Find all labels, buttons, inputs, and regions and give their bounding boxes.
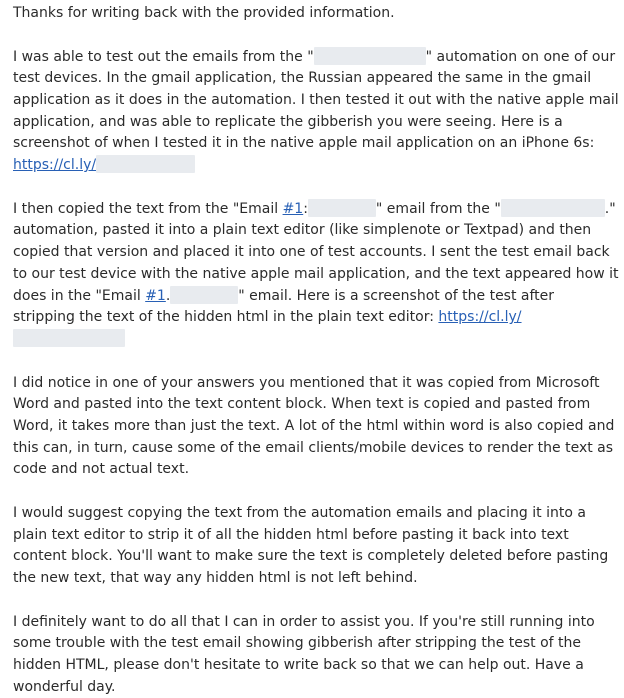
p3-text-c: " email from the " [375,200,501,217]
p3-text-a: I then copied the text from the "Email [13,200,283,217]
redacted-link-path-2 [13,329,125,347]
p2-text-a: I was able to test out the emails from the " [13,48,314,65]
closing-paragraph [13,612,619,698]
copy-test-paragraph [13,199,619,351]
email-number-link-2[interactable]: #1 [145,287,166,304]
p3-text-e: . [165,287,171,304]
suggestion-paragraph [13,503,619,590]
redacted-email-name-1 [308,199,376,217]
redacted-automation-name-2 [501,199,605,217]
email-number-link-1[interactable]: #1 [282,200,304,217]
greeting-paragraph [13,3,619,25]
redacted-email-name-2 [170,286,238,304]
p3-text-f: " email. Here is a screenshot of the test after stripping the text of the hidden html in the plain text editor: [13,287,555,326]
screenshot-link-2[interactable]: https://cl.ly/ [438,309,522,326]
redacted-automation-name [314,47,426,65]
email-body [13,3,619,698]
greeting-text: Thanks for writing back with the provided information. [13,5,395,21]
redacted-link-path-1 [96,155,195,173]
p3-text-b: : [303,200,308,217]
p2-text-b: " automation on one of our test devices. In the gmail application, the Russian appeared the same in the gmail application as it does in the automation. I then tested it out with the native apple mail application, and was able to replicate the gibberish you were seeing. Here is a screenshot of when I tested it in the native apple mail application on an iPhone 6s: [13,48,619,152]
p3-text-d: ." automation, pasted it into a plain text editor (like simplenote or Textpad) and then copied that version and placed it into one of test accounts. I sent the test email back to our test device with the native apple mail application, and the text appeared how it does in the "Email [13,200,619,304]
p6-text: I definitely want to do all that I can in order to assist you. If you're still running into some trouble with the test email showing gibberish after stripping the test of the hidden HTML, please don't hesitate to write back so that we can help out. Have a wonderful day. [13,613,595,695]
test-results-paragraph [13,47,619,177]
screenshot-link-1[interactable]: https://cl.ly/ [13,157,97,174]
p4-text: I did notice in one of your answers you mentioned that it was copied from Microsoft Word and pasted into the text content block. When text is copied and pasted from Word, it takes more than just the text. A lot of the html within word is also copied and this can, in turn, cause some of the email clients/mobile devices to render the text as code and not actual text. [13,374,615,478]
p5-text: I would suggest copying the text from the automation emails and placing it into a plain text editor to strip it of all the hidden html before pasting it back into text content block. You'll want to make sure the text is completely deleted before pasting the new text, that way any hidden html is not left behind. [13,504,609,587]
word-copy-paragraph [13,373,619,482]
